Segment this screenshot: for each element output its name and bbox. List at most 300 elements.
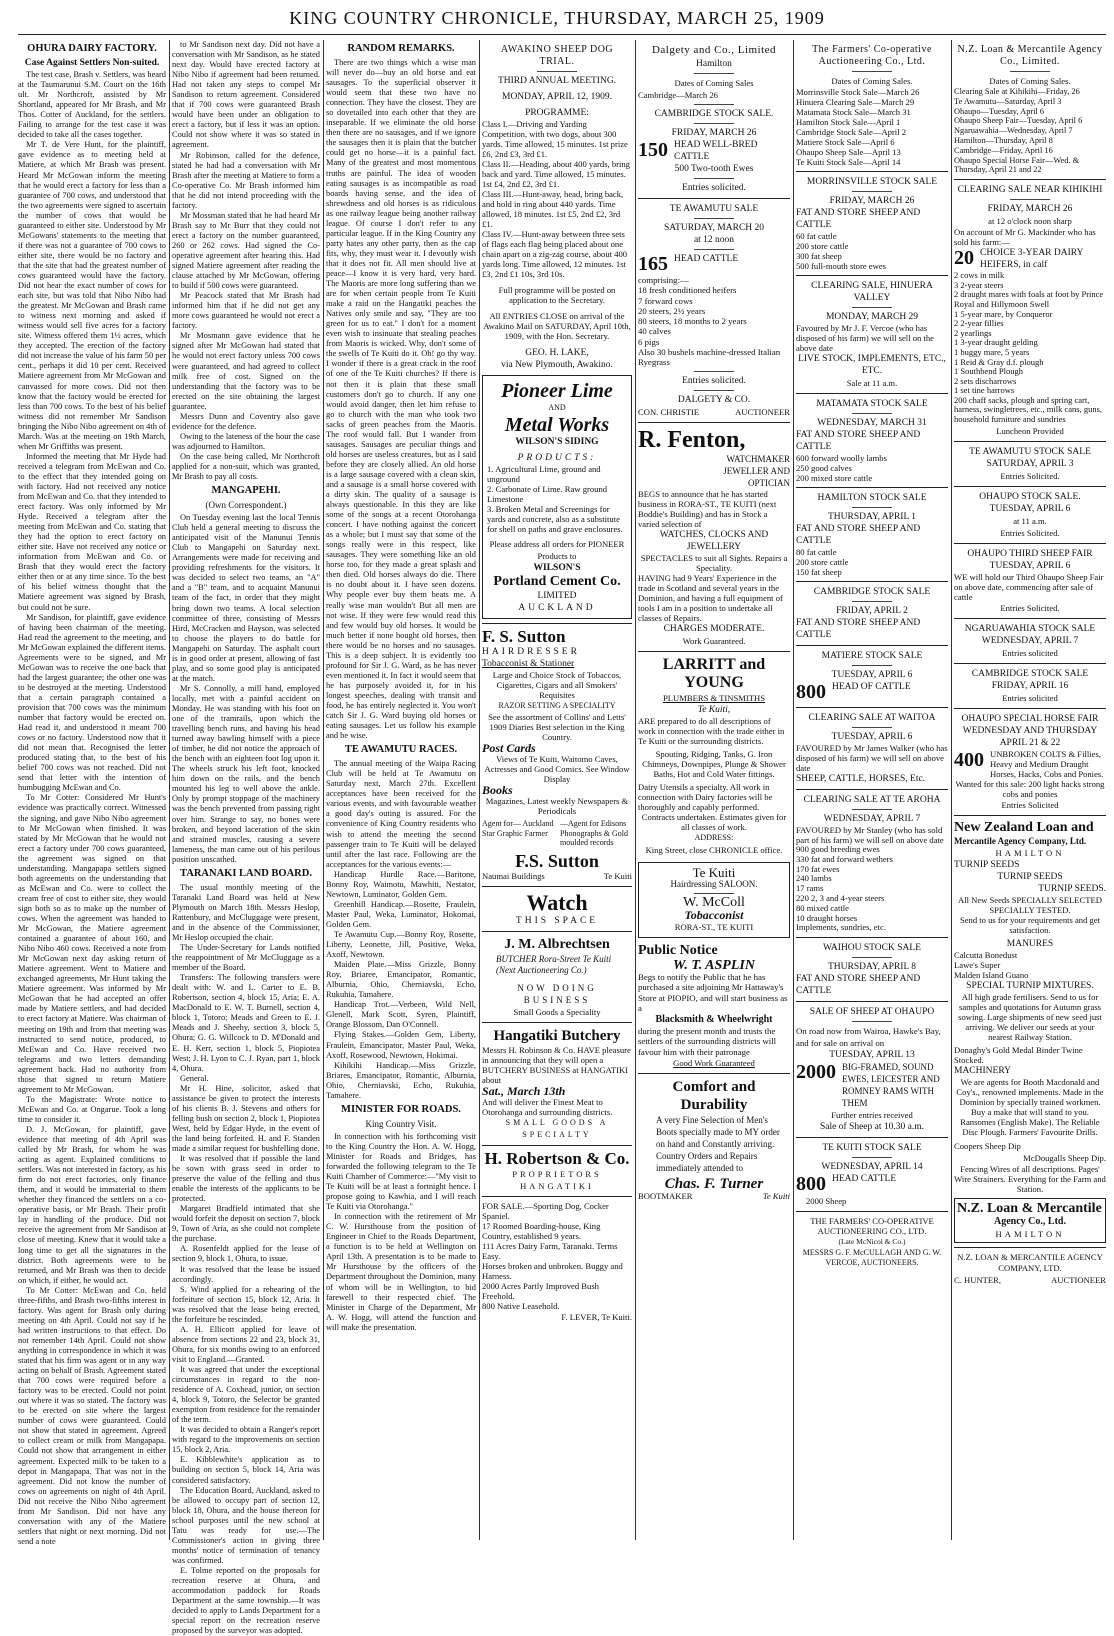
sale-item: 80 mixed cattle: [796, 902, 849, 913]
manure-item: Malden Island Guano: [954, 969, 1029, 980]
ad-title: Watch: [526, 889, 588, 915]
ad-text: Luncheon Provided: [996, 425, 1064, 436]
sale-date: THURSDAY, APRIL 1: [827, 512, 917, 522]
pioneer-lime-ad: [482, 375, 632, 619]
ad-text: FAVOURED by Mr Stanley (who has sold part of his farm) we will sell on above date: [796, 825, 944, 845]
sale-date: WEDNESDAY, APRIL 7: [981, 635, 1079, 646]
ad-signature: via New Plymouth, Awakino.: [501, 360, 613, 370]
ad-signature: (Late McNicol & Co.): [838, 1237, 906, 1247]
sale-item: 200 store cattle: [796, 241, 849, 251]
column-6: [796, 40, 948, 1540]
sale-title: CLEARING SALE AT TE AROHA: [803, 795, 941, 805]
sale-date: FRIDAY, MARCH 26: [671, 128, 757, 138]
sale-title: CAMBRIDGE STOCK SALE: [971, 668, 1089, 679]
sale-item: 6 pigs: [638, 336, 660, 347]
sale-date-item: Morrinsville Stock Sale—March 26: [796, 87, 920, 97]
article-body: [172, 513, 320, 865]
sale-head: FAT AND STORE SHEEP AND CATTLE: [796, 974, 921, 997]
ad-text: AUCKLAND: [518, 603, 596, 613]
sale-date: WEDNESDAY AND THURSDAY APRIL 21 & 22: [962, 725, 1098, 748]
sale-count: 800: [796, 681, 826, 703]
sale-list: [638, 275, 790, 368]
mccoll-ad: [638, 862, 790, 938]
ad-title: N.Z. Loan & Mercantile Agency Co., Limited.: [957, 44, 1103, 67]
ad-date: MONDAY, APRIL 12, 1909.: [502, 92, 612, 102]
sale-title: MORRINSVILLE STOCK SALE: [806, 177, 938, 187]
ad-heading: MACHINERY: [954, 1065, 1012, 1076]
sale-item: 900 good breeding ewes: [796, 844, 880, 854]
sale-title: MATAMATA STOCK SALE: [816, 399, 928, 409]
asplin-ad: [638, 942, 790, 1070]
ad-text: Good Work Guaranteed: [673, 1058, 755, 1069]
paragraph: Greenhill Handicap.—Rosette, Fraulein, Master Paul, Weka, Luminator, Hokomai, Golden Gem.: [326, 899, 476, 929]
ad-text: SMALL GOODS A SPECIALTY: [505, 1117, 609, 1139]
ad-subtitle: THIRD ANNUAL MEETING.: [497, 76, 617, 86]
sale-title: OHAUPO THIRD SHEEP FAIR: [967, 548, 1093, 559]
sale-count: 400: [954, 748, 984, 771]
sale-item: 80 steers, 18 months to 2 years: [638, 316, 747, 327]
sale-date-item: Hinuera Clearing Sale—March 29: [796, 97, 915, 107]
sale-title: TE AWAMUTU SALE: [669, 204, 759, 214]
paragraph: There are two things which a wise man will never do—buy an old horse and eat sausages. To the superficial observer it would seem that these two have no connection. They have the closest. They are so dovetailed into each other that they are inseparable. If we eliminate the old horse then there are no sausages, and if we ignore the sausages then it is plain that the butcher could get no horse—it is a painful fact. Many of the greatest and most momentous truths are painful. The idea of wooden eating sausages is as incompatible as road boards having sense, and the idea of shrewdness and old horses is as ridiculous as one railway league being another railway league. Of course I don't refer to any particular league. If in the King Country any party hates any other party, then as the cap fits, why, they must wear it. I devoutly wish that it does not fit. All men should live at peace—I know it is very hard, very hard. The Maoris are more long suffering than we are for when certain people from Te Kuiti make a raid on the Hangatiki peaches the Natives only smile and say, "They are too green for us to eat." I don't for a moment even wish to insinuate that stealing peaches from Maoris is wicked. Why, don't some of the swells of Te Kuiti do it. Oh! go thy way. I wonder if there is a great crack in the roof of one of the Te Kuiti churches? If there is not then it is plain that these small customers don't go to church. If any one would avoid danger, then let him refuse to go to church with the man who took two sacks of green peaches from the Maoris. The roof would fall. But I wander from sausages. Sausages are peculiar things and old horses are useless creatures, but as I said before they are closely allied. An old horse is a large sausage covered with a clean skin, and a sausage is a small horse covered with a dirty skin. The quality of a sausage is always questionable. In this they are like some of the songs at a recent Otorohanga concert. I have nothing against the concert as a whole; but I must say that some of the songs really were in this respect, like sausages. They were something like an old horse too, for they made a great splash and then died. Old horses always do die. There is no doubt about it. I have seen dozens. Why people ever buy them beats me. A really wise man wouldn't But all men are not wise. If they were few would read this and few would buy old horses. It would be much better if none bought old horses, then there would be no horses and no sausages. This is a deep subject. It is evidently too profound for Sir J. G. Ward, as he has never even mentioned it. In fact it would seem that he has purposely avoided it, for in his longest speeches, dealing with transit and food, he has entirely neglected it. You won't catch Sir J. G. Ward buying old horses or eating sausages. Let us follow his example and be wise.: [326, 58, 476, 741]
ad-label: ADDRESS:: [694, 832, 734, 842]
masthead-rule: [18, 34, 1106, 35]
ad-text: Entries Solicited.: [1000, 527, 1060, 538]
paragraph: Handicap Trot.—Verbeen, Wild Nell, Glenell, Mark Scott, Syren, Plaintiff, Orange Blossom, Dan O'Connell.: [326, 1000, 476, 1030]
column-divider: [479, 40, 480, 1540]
sutton-ad: [482, 623, 632, 1323]
farmers-coop-ad: [796, 44, 948, 1268]
paragraph: Mr Mosmann gave evidence that he signed after Mr McGowan had stated that he would not erect factory unless 700 cows were guaranteed, and had agreed to collect milk free of cost. Signed on the understanding that the factory was to be erected on the site obtaining the largest guarantee.: [172, 331, 320, 411]
ad-place: HAMILTON: [995, 847, 1065, 858]
paragraph: In connection with the retirement of Mr C. W. Hursthouse from the position of Engineer in Chief to the Roads Department, a function is to be held at Wellington on April 13th. A presentation is to be made to Mr Hursthouse by the officers of the Department throughout the Dominion, many of whom will be in Wellington, to bid farewell to their respected chief. The Minister in Charge of the Department, Mr A. W. Hogg, will attend the function and will make the presentation.: [326, 1212, 476, 1332]
sale-item: 250 good calves: [796, 463, 852, 473]
sale-item: 200 chaff sacks, plough and spring cart, harness, swingletrees, etc., milk cans, guns, household furniture and sundries: [954, 394, 1103, 425]
ad-text: All high grade fertilisers. Send to us for samples and quotations for Autumn grass sowing. Large shipments of new seed just arriving. We deliver our seeds at your nearest Railway Station.: [958, 991, 1102, 1042]
ad-title: Pioneer Lime: [501, 380, 613, 402]
column-7: [954, 40, 1106, 1540]
ad-heading: NOW DOING BUSINESS: [517, 982, 597, 1005]
class-item: Class III.—Hunt-away, head, bring back, and hold in ring about 440 yards. Time allowed, 18 minutes. 1st £5, 2nd £2, 3rd £1.: [482, 189, 624, 229]
article-body: [326, 58, 476, 741]
paragraph: Kihikihi Handicap.—Miss Grizzle, Briares, Emancipator, Romantic, Alburnia, Ohio, Cherniavski, Echo, Rukuhia, Tamahere.: [326, 1060, 476, 1100]
sale-item: 2 2-year fillies: [954, 318, 1004, 329]
ad-text: BEGS to announce that he has started business in RORA-ST., TE KUITI (next Boddie's Building) and has in Stock a varied selection of: [638, 488, 777, 529]
ad-label: Dates of Coming Sales.: [989, 76, 1071, 86]
sale-count: 2000: [796, 1061, 836, 1084]
paragraph: E. Kibblewhite's application as to building on section 5, block 14, Aria was considered satisfactory.: [172, 1455, 320, 1485]
sale-date-item: Ngaruawahia—Wednesday, April 7: [954, 126, 1073, 136]
paragraph: The Under-Secretary for Lands notified the reappointment of Mr McCluggage as a member of the Board.: [172, 943, 320, 973]
article-subtitle: Case Against Settlers Non-suited.: [24, 58, 160, 68]
sale-head: FAT AND STORE SHEEP AND CATTLE: [796, 208, 921, 230]
paragraph: Handicap Hurdle Race.—Baritone, Bonny Roy, Waimotu, Mawhiti, Nestator, Newtown, Luminator, Golden Gem.: [326, 869, 476, 899]
ad-heading: Blacksmith & Wheelwright: [655, 1013, 773, 1025]
ad-text: FOR SALE.—Sporting Dog, Cocker Spaniel.: [482, 1200, 609, 1221]
article-title: MANGAPEHI.: [211, 485, 281, 497]
sale-date: TUESDAY, APRIL 6: [831, 732, 913, 742]
sale-item: 60 fat cattle: [796, 231, 837, 241]
ad-subtitle: Hamilton: [696, 59, 732, 69]
sale-item: 2 sets discharrows: [954, 375, 1017, 386]
ad-text: Send to us for your requirements and get satisfaction.: [959, 914, 1101, 935]
ad-text: SPECTACLES to suit all Sights. Repairs a Speciality.: [640, 552, 788, 573]
turner-ad: [638, 1078, 790, 1202]
sale-title: CLEARING SALE NEAR KIHIKIHI: [957, 185, 1103, 196]
paragraph: General.: [180, 1073, 209, 1083]
sale-item: 300 fat sheep: [796, 251, 842, 261]
ad-text: Further entries received: [831, 1110, 913, 1121]
ad-text: Begs to notify the Public that he has purchased a site adjoining Mr Hattaway's Store at PIOPIO, and will start business as a: [638, 971, 788, 1014]
ad-place: Te Kuiti,: [697, 704, 731, 715]
sale-title: CAMBRIDGE STOCK SALE: [813, 587, 931, 597]
sale-item: 1 Southbend Plough: [954, 366, 1023, 377]
sale-list: [796, 547, 948, 577]
column-5: [638, 40, 790, 1540]
for-sale-list: [482, 1221, 632, 1311]
sale-item: 17 rams: [796, 883, 824, 894]
ad-title: Metal Works: [504, 414, 610, 436]
product-item: 2. Carbonate of Lime. Raw ground Limestone: [487, 484, 608, 504]
class-item: Class I.—Driving and Yarding Competition, with two dogs, about 300 yards. Time allowed, 15 minutes. 1st prize £6, 2nd £3, 3rd £1.: [482, 119, 628, 159]
sale-head: HEAD CATTLE: [674, 254, 739, 264]
ad-title: The Farmers' Co-operative Auctioneering Co., Ltd.: [812, 44, 932, 67]
ad-text: LIMITED: [537, 591, 577, 601]
sale-head: CHOICE 3-YEAR DAIRY HEIFERS, in calf: [980, 248, 1084, 271]
column-divider: [323, 40, 324, 1540]
article-title: OHURA DAIRY FACTORY.: [27, 43, 157, 54]
ad-text: On account of Mr G. Mackinder who has sold his farm:—: [954, 227, 1096, 248]
sale-list: [796, 845, 948, 933]
sale-item: Implements, sundries, etc.: [796, 922, 886, 933]
paragraph: The usual monthly meeting of the Taranaki Land Board was held at New Plymouth on March 18th. Messrs Heslop, Rattenbury, and McCluggage were present, and in the absence of the Commissioner, Mr Heslop occupied the chair.: [172, 882, 320, 942]
paragraph: Mr Robinson, called for the defence, stated he had had a conversation with Mr Brash after the meeting at Matiere to form a Co-operative Co. Mr Brash informed him that he did not intend proceeding with the factory.: [172, 150, 320, 210]
ad-text: 2000 Sheep: [806, 1196, 847, 1207]
ad-heading: TURNIP SEEDS: [954, 859, 1020, 870]
ad-title: New Zealand Loan and: [954, 819, 1094, 835]
class-list: [482, 119, 632, 279]
sale-item: 20 steers, 2½ years: [638, 305, 706, 316]
ad-label: Dates of Coming Sales: [674, 78, 754, 88]
ad-heading: Books: [482, 783, 513, 797]
ad-title: R. Fenton,: [638, 426, 746, 453]
ad-heading: MANURES: [1006, 938, 1054, 949]
ad-signature: GEO. H. LAKE,: [525, 348, 589, 358]
column-divider: [793, 40, 794, 1540]
sale-item: 2 yearlings: [954, 327, 992, 338]
paragraph: In connection with his forthcoming visit to the King Country the Hon. A. W. Hogg, Minister for Roads and Bridges, has forwarded the following telegram to the Te Kuiti Chamber of Commerce:—"My visit to Te Kuiti will be at least a fortnight hence. I propose going to Kawhia, and I will reach Te Kuiti via Otorohanga.": [326, 1131, 476, 1212]
ad-text: CHARGES MODERATE.: [663, 623, 765, 634]
ad-title: F. S. Sutton: [482, 627, 566, 646]
column-divider: [169, 40, 170, 1540]
paragraph: To the Magistrate: Wrote notice to McEwan and Co. at Ongarue. Took a long time to consider it.: [18, 1094, 166, 1124]
paragraph: The annual meeting of the Waipa Racing Club will be held at Te Awamutu on Saturday next, March 27th. Excellent acceptances have been received for the various events, and with favourable weather a good day's outing is assured. For the convenience of King Country residents who wish to attend the meeting the second passenger train to Te Kuiti will be delayed until after the last race. Following are the acceptances for the various events:—: [326, 759, 476, 869]
ad-text: Contracts undertaken. Estimates given for all classes of work.: [641, 811, 787, 832]
ad-signature: N.Z. LOAN & MERCANTILE AGENCY COMPANY, LTD.: [957, 1251, 1103, 1273]
ad-title: LARRITT and YOUNG: [662, 655, 766, 691]
sale-title: NGARUAWAHIA STOCK SALE: [964, 623, 1096, 634]
paragraph: Maiden Plate.—Miss Grizzle, Bonny Roy, Briaree, Emancipator, Romantic, Alburnia, Ohio, Cherniavski, Echo, Rukuhia, Tamahere.: [326, 960, 476, 1000]
sale-date-item: Clearing Sale at Kihikihi—Friday, 26: [954, 87, 1080, 96]
ad-title: Agency Co., Ltd.: [994, 1215, 1066, 1227]
ad-title: Chas. F. Turner: [664, 1176, 764, 1193]
ad-text: We are agents for Booth Macdonald and Coy's., renowned implements. Made in the Dominion by specially trained workmen. Buy a make that will stand to you. Ransomes (English Make). The Reliable Disc Plough. Farmers' Favourite Drills.: [956, 1076, 1104, 1137]
ad-text: Work Guaranteed.: [682, 635, 746, 646]
ad-place: Te Kuiti: [692, 864, 736, 880]
sale-date: FRIDAY, MARCH 26: [829, 196, 915, 206]
manure-item: Lawe's Super: [954, 959, 1001, 970]
article-body: [326, 759, 476, 1101]
ad-text: All New Seeds SPECIALLY SELECTED SPECIALLY TESTED.: [958, 894, 1102, 915]
ad-text: RORA-ST., TE KUITI: [674, 921, 754, 932]
sale-time: at 12 noon: [693, 235, 735, 245]
ad-text: Wanted for this sale: 200 light hacks strong cobs and ponies: [955, 778, 1105, 799]
sale-title: SALE OF SHEEP AT OHAUPO: [809, 1007, 935, 1018]
paragraph: It was agreed that under the exceptional circumstances in regard to the non-residence of A. Coxhead, junior, on section 4, block 9, Totoro, the Selector be granted exemption from residence for the remainder of the term.: [172, 1365, 320, 1425]
paragraph: Mr Sandison, for plaintiff, gave evidence of having been chairman of the meeting. Had read the agreement to the meeting, and Mr McGowan explained the different items. Agreements were to be signed, and Mr McGowan was to receive the one back that had the largest guarantee; the other one was to be destroyed at the meeting. Understood that a certain paragraph contained a provision that 700 cows was the minimum number that factory would be erected on. Had read it, and understood it meant 700 cows or no factory. Understood now that it did not mean that. Recognised the letter produced stating that, to the best of his belief 700 cows was not reached. Did not send that letter with the intention of humbugging McEwan and Co.: [18, 612, 166, 793]
paragraph: To Mr Cotter: Considered Mr Hunt's evidence was practically correct. Witnessed the signing, and gave Nibo Nibo agreement to Mr McGowan when finished. It was stated by Mr McGowan that he would not erect a factory under 700 cows guaranteed, the agreement was signed on that understanding. Mangapapa settlers signed both agreements on the understanding that as McEwan and Co. were to collect the cream free of cost to either site, they would sign both so as to make up the number of cows. When the agreement was handed to Mr McGowan, the Matiere agreement contained a guarantee of about 160, and Nibo Nibo 460 cows. Received a note from Mr McGowan next day asking return of Matiere agreement. Went to Matiere and exchanged agreements, Mr Hunt taking the Matiere agreement. Was informed by Mr McGowan that he had accepted an offer made by Matiere settlers, and had decided to erect factory at Matiere. Was chairman of meeting on 19th and from that meeting was instructed to send notice, produced, to McEwan and Co. Have received two telegrams and two letters demanding agreement back. Had no authority from those that signed to return Matiere agreement to Mr McGowan.: [18, 793, 166, 1094]
sale-date-item: Ohaupo Special Horse Fair—Wed. & Thursday, April 21 and 22: [954, 155, 1080, 175]
ad-heading: SHEEP, CATTLE, HORSES, Etc.: [796, 774, 926, 784]
ad-subtitle: HAIRDRESSER: [482, 647, 580, 657]
ad-title: N.Z. Loan & Mercantile: [957, 1200, 1102, 1216]
sale-item: 1 Reid & Gray d.f. plough: [954, 356, 1044, 367]
ad-heading: WATCHES, CLOCKS AND JEWELLERY: [659, 529, 769, 552]
ad-text: —Agent for Edisons Phonographs & Gold moulded records: [560, 819, 628, 847]
sale-item: 2 cows in milk: [954, 270, 1005, 281]
sale-date: WEDNESDAY, APRIL 7: [823, 814, 921, 824]
ad-label: Dates of Coming Sales.: [831, 76, 913, 86]
sale-head: FAT AND STORE SHEEP AND CATTLE: [796, 524, 921, 546]
ad-text: Small Goods a Speciality: [513, 1006, 601, 1017]
ad-title: W. McColl: [683, 894, 745, 910]
masthead: KING COUNTRY CHRONICLE, THURSDAY, MARCH 25, 1909: [289, 8, 825, 28]
column-4: [482, 40, 632, 1540]
sale-head: FAT AND STORE SHEEP AND CATTLE: [796, 430, 921, 452]
sale-item: 330 fat and forward wethers: [796, 853, 893, 864]
article-body: [172, 40, 320, 482]
ad-heading: SPECIAL TURNIP MIXTURES.: [966, 980, 1094, 991]
column-divider: [635, 40, 636, 1540]
sale-title: MATIERE STOCK SALE: [821, 651, 923, 661]
ad-label: PRODUCTS:: [517, 453, 597, 463]
sale-head: FAT AND STORE SHEEP AND CATTLE: [796, 618, 921, 640]
sale-item: comprising:—: [638, 275, 689, 285]
ad-text: And will deliver the Finest Meat to Otorohanga and surrounding districts.: [482, 1096, 613, 1117]
ad-text: HAVING had 9 Years' Experience in the trade in Scotland and several years in the Dominion, and having a full equipment of tools I am in a position to undertake all classes of Repairs.: [638, 572, 783, 623]
article-body: [172, 883, 320, 1636]
manure-list: [954, 950, 1106, 980]
sale-item: 2 draught mares with foals at foot by Prince Royal and Hillymoon Swell: [954, 289, 1104, 309]
ad-text: Messrs H. Robinson & Co. HAVE pleasure in announcing that they will open a BUTCHERY BUSINESS at HANGATIKI about: [482, 1044, 631, 1085]
ad-heading: LIVE STOCK, IMPLEMENTS, ETC., ETC.: [798, 354, 946, 376]
article-body: [326, 1132, 476, 1333]
sale-list: [954, 271, 1106, 425]
paragraph: On the case being called, Mr Northcroft applied for a non-suit, which was granted, Mr Brash to pay all costs.: [172, 451, 320, 482]
paragraph: A. Rosenfeldt applied for the lease of section 9, block 1, Ohura, to issue.: [172, 1244, 320, 1264]
ad-date: Sat., March 13th: [482, 1083, 566, 1098]
article-body: [18, 70, 166, 1547]
article-title: TE AWAMUTU RACES.: [344, 744, 458, 756]
ad-heading: Public Notice: [638, 942, 718, 958]
ad-text: A very Fine Selection of Men's Boots specially made to MY order on hand and Constantly arriving. Country Orders and Repairs immediately attended to: [656, 1115, 780, 1174]
sale-list: [796, 453, 948, 483]
sale-item: 3 2-year steers: [954, 279, 1004, 290]
ad-text: Entries solicited.: [682, 183, 746, 193]
sale-date-item: Te Awamutu—Saturday, April 3: [954, 96, 1062, 106]
for-sale-item: 800 Native Leasehold.: [482, 1300, 560, 1311]
sale-title: OHAUPO STOCK SALE.: [979, 491, 1081, 502]
for-sale-item: 111 Acres Dairy Farm, Taranaki. Terms Easy.: [482, 1240, 618, 1261]
ad-signature: F. LEVER, Te Kuiti.: [561, 1311, 632, 1322]
column-1: [18, 40, 166, 1546]
ad-text: Large and Choice Stock of Tobaccos, Cigarettes, Cigars and all Smokers' Requisites: [492, 670, 622, 700]
sale-head: HEAD CATTLE: [832, 1174, 897, 1185]
ad-text: WILSON'S: [533, 563, 581, 573]
sale-dates-list: [796, 87, 948, 167]
ad-note: Full programme will be posted on application to the Secretary.: [498, 285, 616, 305]
ad-title: Portland Cement Co.: [493, 574, 621, 589]
paragraph: It was decided to obtain a Ranger's report with regard to the improvements on section 15, block 2, Aria.: [172, 1425, 320, 1455]
ad-title: H. Robertson & Co.: [484, 1148, 630, 1168]
column-2: [172, 40, 321, 1636]
paragraph: Te Awamutu Cup.—Bonny Roy, Rosette, Liberty, Leonette, Jill, Positive, Weka, Axoff, Newtown.: [326, 929, 476, 960]
ad-subtitle: Tobacconist: [684, 907, 744, 922]
product-item: 1. Agricultural Lime, ground and unground: [487, 464, 601, 484]
ad-text: Entries solicited: [1002, 647, 1058, 658]
sale-title: OHAUPO SPECIAL HORSE FAIR: [961, 713, 1099, 724]
paragraph: Mr T. de Vere Hunt, for the plaintiff, gave evidence as to meeting held at Matiere, at which Mr Brash was present. Heard Mr McGowan inform the meeting that he would erect a factory for less than a guarantee of 700 cows, and understood that the two agreements were signed to ascertain the number of cows that would be guaranteed to either site. Understood by Mr McGowans' statements to the meeting that if there was not a guarantee of 700 cows to either site, there would be no factory and that the site that had the greatest number of cows guaranteed would have the factory. Did not hear the exact number of cows for each site, but was told that Nibo Nibo had the greatest. Mr McGowan and Brash came to witness next morning and asked if witness would sell five acres for a factory site. Witness offered them 1½ acres, which they accepted. The erection of the factory did not increase the value of his farm 50 per cent., perhaps it did 10 per cent. Received Matiere agreement from Mr McGowan and canvassed for more cows. Did not then know that the factory would be erected for less than 700 cows. To the best of his belief witness did not remember Mr Sandison bringing the Nibo Nibo agreement on 4th of March. Was at the meeting on 19th March, when Mr Griffiths was present.: [18, 140, 166, 451]
paragraph: On Tuesday evening last the local Tennis Club held a general meeting to discuss the anticipated visit of the Manunui Tennis Club to Mangapehi on Saturday next. Arrangements were made for receiving and providing refreshments for the visitors. It was decided to select two teams, an "A" and a "B" team, and to acquaint Manunui team of the fact, in order that they might bring down two teams. A local selection committee of three, consisting of Messrs Hird, McCracken and Hayson, was selected to choose the players to do battle for Mangapehi on Saturday. The asphalt court is in good order at present, allowing of fast play, and so some good play is anticipated at the match.: [172, 513, 320, 683]
sale-item: 80 fat cattle: [796, 547, 837, 557]
class-item: Class II.—Heading, about 400 yards, bring back and yard. Time allowed, 15 minutes. 1st £4, 2nd £2, 3rd £1.: [482, 159, 630, 189]
ad-subtitle: WATCHMAKER JEWELLER AND OPTICIAN: [723, 453, 790, 488]
ad-subtitle: PROPRIETORS HANGATIKI: [512, 1168, 602, 1191]
sale-date: SATURDAY, MARCH 20: [663, 223, 765, 233]
ad-text: Agent for— Auckland Star Graphic Farmer: [482, 819, 554, 838]
sale-item: 200 mixed store cattle: [796, 473, 873, 483]
sale-date: FRIDAY, APRIL 16: [991, 680, 1069, 691]
ad-text: On road now from Wairoa, Hawke's Bay, and for sale on arrival on: [796, 1026, 941, 1049]
ad-heading: Post Cards: [482, 741, 536, 755]
sale-head: HEAD OF CATTLE: [832, 682, 911, 692]
sale-item: 7 forward cows: [638, 295, 693, 306]
ad-text: Dairy Utensils a specialty. All work in connection with Dairy factories will be thoroughly and capably performed.: [638, 781, 773, 812]
sale-title: CAMBRIDGE STOCK SALE.: [654, 109, 774, 119]
sale-count: 150: [638, 139, 668, 161]
dalgety-ad: [638, 44, 790, 418]
ad-text: WE will hold our Third Ohaupo Sheep Fair on above date, commencing after sale of cattle: [954, 571, 1104, 602]
sale-date-item: Matamata Stock Sale—March 31: [796, 107, 911, 117]
paragraph: The Education Board, Auckland, asked to be allowed to occupy part of section 12, block 18, Ohura, and the house thereon for school purposes until the new school at Tatu was ready for use.—The Commissioner's action in giving three months' notice of termination of tenancy was confirmed.: [172, 1485, 320, 1565]
paragraph: Mr Peacock stated that Mr Brash had informed him that if he did not get any more cows guaranteed he would not erect a factory.: [172, 291, 320, 331]
ad-subtitle: WILSON'S SIDING: [515, 437, 599, 447]
ad-text: Te Kuiti: [603, 870, 632, 881]
ad-title: Hangatiki Butchery: [493, 1027, 621, 1044]
ad-signature: CON. CHRISTIE: [638, 406, 700, 417]
ad-subtitle: Tobacconist & Stationer: [482, 659, 575, 669]
paragraph: Owing to the lateness of the hour the case was adjourned to Hamilton.: [172, 431, 321, 451]
ad-text: See the assortment of Collins' and Letts' 1909 Diaries Best selection in the King Country.: [488, 712, 626, 742]
sale-date-item: Ohaupo Sheep Sale—April 13: [796, 147, 901, 157]
ad-heading: TURNIP SEEDS: [997, 871, 1063, 882]
ad-label: PROGRAMME:: [525, 108, 589, 118]
sale-count: 800: [796, 1173, 826, 1196]
sale-title: WAIHOU STOCK SALE: [823, 943, 921, 954]
ad-title: W. T. ASPLIN: [673, 957, 755, 973]
ad-text: Favoured by Mr J. F. Vercoe (who has disposed of his farm) we will sell on the above date: [796, 323, 934, 353]
sale-date: TUESDAY, APRIL 6: [989, 560, 1071, 571]
ad-subtitle: Hairdressing SALOON.: [670, 878, 758, 889]
sale-item: 170 fat ewes: [796, 863, 840, 874]
ad-text: McDougalls Sheep Dip.: [1023, 1152, 1106, 1163]
ad-note: All ENTRIES CLOSE on arrival of the Awakino Mail on SATURDAY, April 10th, 1909, with the Hon. Secretary.: [483, 311, 631, 341]
ad-text: Naumai Buildings: [482, 870, 545, 881]
sale-date: TUESDAY, APRIL 13: [829, 1050, 915, 1061]
paragraph: Mr Mossman stated that he had heard Mr Brash say to Mr Burr that they could not erect a factory on the number guaranteed, 260 or 262 cows. Had signed the Co-operative agreement after hearing this. Had signed Matiere agreement after reading the clause attached by Mr McGowan, offering to build if 500 cows were guaranteed.: [172, 210, 320, 291]
paragraph: E. Tolme reported on the proposals for recreation reserve at Ohura, and accommodation paddock for Roads Department at the same township.—It was decided to apply to Lands Department for a special report on the recreation reserve proposed by the surveyor was adopted.: [172, 1565, 320, 1636]
ad-text: BOOTMAKER: [638, 1191, 693, 1202]
sale-item: 18 fresh conditioned heifers: [638, 285, 737, 296]
ad-text: Cambridge—March 26: [638, 90, 718, 100]
paragraph: Informed the meeting that Mr Hyde had received a telegram from McEwan and Co. to the effect that they intended going on with factory. Had not received any notice from McEwan and Co. that they intended to erect factory. Was only informed by Mr Hyde. Received a telegram after the meeting from McEwan and Co. stating that they had the option to erect factory on either site. Have not received any notice or information from McEwan and Co. or Brash that they would erect the factory either then or at any time since. To the best of his belief witness thought that the Matiere agreement was signed by Brash, but could not be sure.: [18, 451, 166, 612]
ad-text: BUTCHER Rora-Street Te Kuiti (Next Auctioneering Co.): [496, 953, 612, 975]
sale-date: TUESDAY, APRIL 6: [989, 503, 1071, 514]
ad-text: Te Kuiti: [762, 1191, 790, 1202]
ad-text: Magazines, Latest weekly Newspapers & Periodicals: [485, 796, 629, 816]
ad-text: during the present month and trusts the settlers of the surrounding districts will favour him with their patronage: [638, 1025, 777, 1057]
sale-head: HEAD WELL-BRED CATTLE: [674, 140, 758, 162]
ad-heading: TURNIP SEEDS.: [1038, 883, 1106, 894]
for-sale-item: 2000 Acres Partly Improved Bush Freehold.: [482, 1280, 599, 1301]
product-item: 3. Broken Metal and Screenings for yards and concrete, also as a substitute for shell on paths and grave enclosures.: [487, 504, 623, 534]
ad-title: Comfort and Durability: [672, 1079, 756, 1114]
paragraph: Margaret Bradfield intimated that she would forfeit the deposit on section 7, block 9, Town of Aria, as she could not complete the purchase.: [172, 1204, 320, 1244]
sale-item: 1 3-year draught gelding: [954, 337, 1038, 348]
sale-item: 240 lambs: [796, 873, 832, 884]
sale-title: HAMILTON STOCK SALE: [817, 493, 927, 503]
ad-text: King Street, close CHRONICLE office.: [645, 844, 783, 855]
ad-text: Fencing Wires of all descriptions. Pages' Wire Strainers. Everything for the Farm and Station.: [954, 1163, 1106, 1194]
sale-head: BIG-FRAMED, SOUND EWES, LEICESTER AND ROMNEY RAMS WITH THEM: [842, 1062, 940, 1109]
sale-date-item: Hamilton—Thursday, April 8: [954, 135, 1053, 145]
sale-count: 165: [638, 253, 668, 275]
paragraph: Messrs Dunn and Coventry also gave evidence for the defence.: [172, 411, 320, 431]
sale-time: at 11 a.m.: [1013, 515, 1047, 526]
sale-title: CLEARING SALE, HINUERA VALLEY: [811, 281, 933, 303]
ad-place: HAMILTON: [995, 1228, 1065, 1239]
article-subtitle: King Country Visit.: [365, 1118, 437, 1129]
ad-text: Coopers Sheep Dip: [954, 1140, 1021, 1151]
sale-item: 1 set tine harrows: [954, 385, 1015, 396]
column-3: [326, 40, 476, 1540]
ad-text: ARE prepared to do all descriptions of work in connection with the trade either in Te Kuiti or the surrounding districts.: [638, 715, 785, 746]
ad-signature: DALGETY & CO.: [677, 394, 751, 405]
ad-title: AWAKINO SHEEP DOG TRIAL.: [500, 44, 614, 67]
sale-item: 500 full-mouth store ewes: [796, 261, 886, 271]
sheep-dog-trial-ad: [482, 44, 632, 371]
sale-date: MONDAY, MARCH 29: [825, 312, 919, 322]
class-item: Class IV.—Hunt-away between three sets of flags each flag being placed about one chain apart on a zig-zag course, about 400 yards long. Time allowed, 12 minutes. 1st £3, 2nd £1 10s, 3rd 10s.: [482, 229, 628, 279]
paragraph: It was resolved that if possible the land be sown with grass seed in order to preserve the value of the felling and thus enable the interests of the applicants to be protected.: [172, 1154, 320, 1204]
ad-title: J. M. Albrechtsen: [504, 936, 610, 952]
sale-date: WEDNESDAY, MARCH 31: [817, 418, 927, 428]
article-title: TARANAKI LAND BOARD.: [180, 867, 312, 879]
sale-date-item: Ohaupo Sheep Fair—Tuesday, April 6: [954, 116, 1083, 126]
ad-text: Views of Te Kuiti, Waitomo Caves, Actresses and Good Comics. See Window Display: [484, 754, 630, 784]
ad-text: Entries Solicited.: [1000, 470, 1060, 481]
sale-title: CLEARING SALE AT WAITOA: [808, 713, 936, 723]
